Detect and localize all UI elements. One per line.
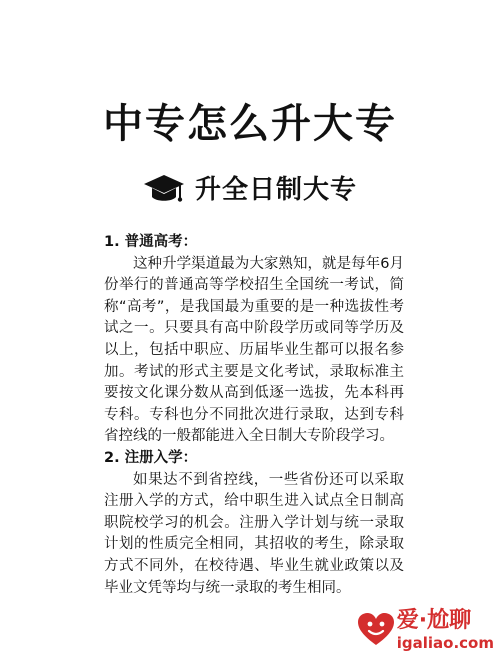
watermark (357, 608, 494, 652)
subtitle-row (0, 170, 500, 210)
graduation-cap-icon (143, 173, 185, 207)
watermark-name: 爱·尬聊 (396, 608, 472, 633)
watermark-url: igaliao.com (396, 634, 494, 652)
article-body (104, 232, 404, 599)
section-heading-registration: 2. 注册入学： (104, 449, 198, 466)
heart-logo-icon (357, 612, 395, 648)
section-body-gaokao: 这种升学渠道最为大家熟知，就是每年6月份举行的普通高等学校招生全国统一考试，简称“高考”，是我国最为重要的是一种选拔性考试之一。只要具有高中阶段学历或同等学历及以上，包括中职应、历届毕业生都可以报名参加。考试的形式主要是文化考试，录取标准主要按文化课分数从高到低逐一选拔，先本科再专科。专科也分不同批次进行录取，达到专科省控线的一般都能进入全日制大专阶段学习。 (104, 255, 404, 445)
subtitle: 升全日制大专 (194, 175, 357, 205)
page-title: 中专怎么升大专 (103, 101, 397, 147)
section-body-registration: 如果达不到省控线，一些省份还可以采取注册入学的方式，给中职生进入试点全日制高职院校学习的机会。注册入学计划与统一录取计划的性质完全相同，其招收的考生，除录取方式不同外，在校待遇、毕业生就业政策以及毕业文凭等均与统一录取的考生相同。 (104, 471, 404, 596)
section-heading-gaokao: 1. 普通高考： (104, 234, 198, 250)
